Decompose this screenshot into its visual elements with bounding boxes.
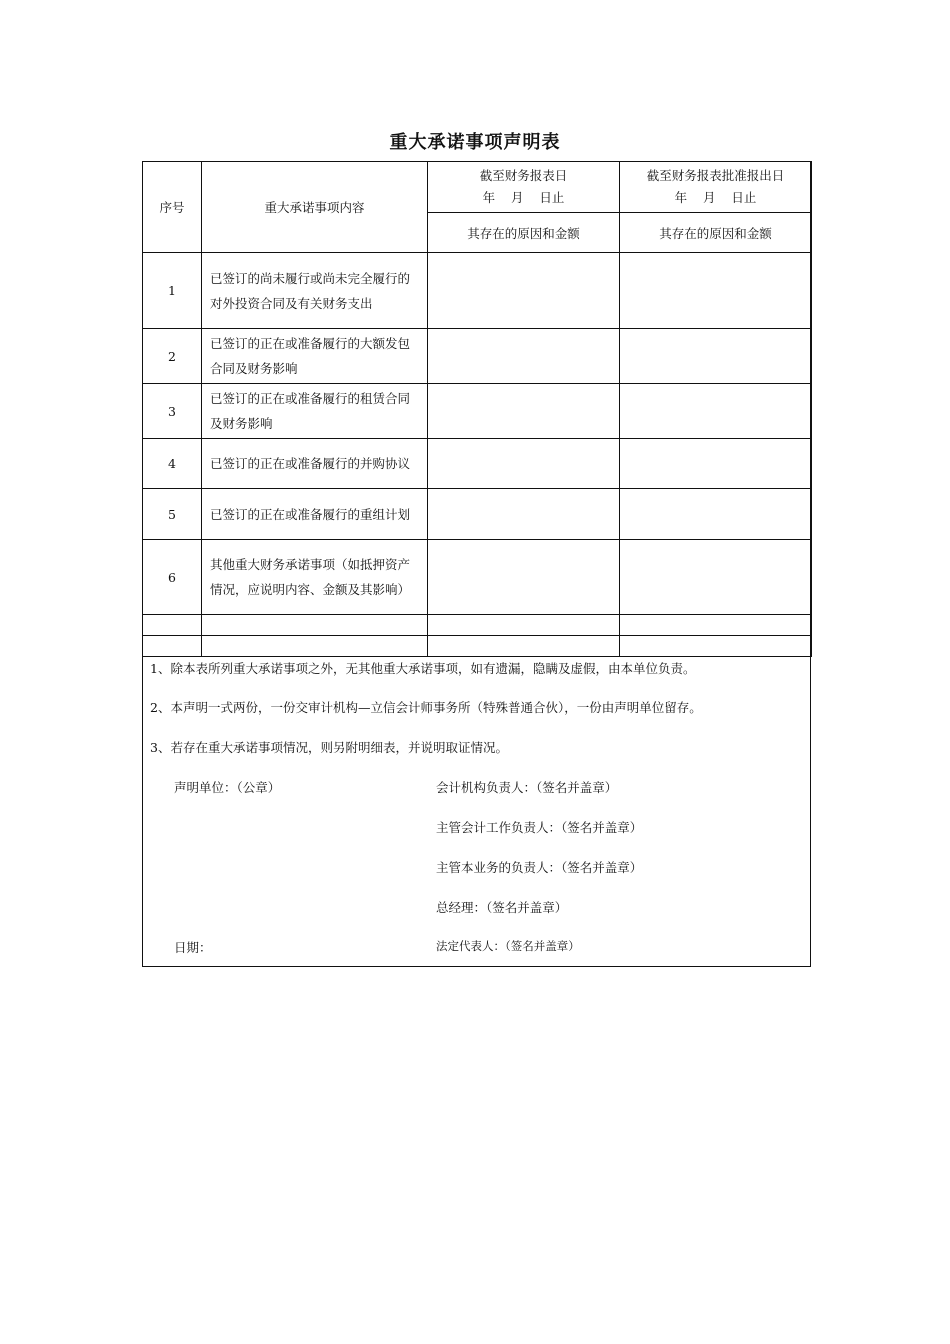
row-cell-period-1[interactable] <box>428 439 620 489</box>
note-3: 3、若存在重大承诺事项情况，则另附明细表，并说明取证情况。 <box>150 740 508 755</box>
blank-cell[interactable] <box>620 636 812 657</box>
table-row <box>143 384 812 439</box>
table-row-blank <box>143 636 812 657</box>
row-number: 4 <box>143 439 202 489</box>
blank-cell[interactable] <box>428 615 620 636</box>
row-cell-period-2[interactable] <box>620 489 812 540</box>
row-cell-period-2[interactable] <box>620 253 812 329</box>
row-number: 2 <box>143 329 202 384</box>
accounting-supervisor-signature: 主管会计工作负责人：（签名并盖章） <box>436 820 643 835</box>
row-cell-period-1[interactable] <box>428 489 620 540</box>
header-content: 重大承诺事项内容 <box>202 162 428 253</box>
header-reason-2: 其存在的原因和金额 <box>620 213 812 253</box>
general-manager-signature: 总经理：（签名并盖章） <box>436 900 568 915</box>
period-2-title: 截至财务报表批准报出日 <box>646 168 785 183</box>
row-cell-period-1[interactable] <box>428 540 620 615</box>
header-period-2 <box>620 162 812 213</box>
row-cell-period-2[interactable] <box>620 439 812 489</box>
row-item-text: 已签订的正在或准备履行的租赁合同及财务影响 <box>202 384 428 439</box>
row-item-text: 已签订的正在或准备履行的并购协议 <box>202 439 428 489</box>
accounting-head-signature: 会计机构负责人：（签名并盖章） <box>436 780 618 795</box>
period-1-date: 年 月 日止 <box>482 190 565 205</box>
blank-cell[interactable] <box>202 615 428 636</box>
header-reason-1: 其存在的原因和金额 <box>428 213 620 253</box>
page-title: 重大承诺事项声明表 <box>389 132 561 153</box>
row-cell-period-1[interactable] <box>428 253 620 329</box>
table-row <box>143 329 812 384</box>
row-item-text: 已签订的尚未履行或尚未完全履行的对外投资合同及有关财务支出 <box>202 253 428 329</box>
date-label: 日期： <box>174 940 212 955</box>
row-number: 6 <box>143 540 202 615</box>
table-row-blank <box>143 615 812 636</box>
row-item-text: 其他重大财务承诺事项（如抵押资产情况，应说明内容、金额及其影响） <box>202 540 428 615</box>
blank-cell[interactable] <box>202 636 428 657</box>
period-1-title: 截至财务报表日 <box>479 168 568 183</box>
row-item-text: 已签订的正在或准备履行的大额发包合同及财务影响 <box>202 329 428 384</box>
blank-cell[interactable] <box>620 615 812 636</box>
declaring-unit: 声明单位：（公章） <box>174 780 281 795</box>
table-row <box>143 253 812 329</box>
row-number: 3 <box>143 384 202 439</box>
row-cell-period-2[interactable] <box>620 384 812 439</box>
row-cell-period-1[interactable] <box>428 384 620 439</box>
table-row <box>143 489 812 540</box>
row-number: 1 <box>143 253 202 329</box>
row-cell-period-2[interactable] <box>620 329 812 384</box>
legal-rep-signature: 法定代表人：（签名并盖章） <box>436 939 580 953</box>
note-1: 1、除本表所列重大承诺事项之外，无其他重大承诺事项，如有遗漏，隐瞒及虚假，由本单位负责。 <box>150 661 696 676</box>
business-head-signature: 主管本业务的负责人：（签名并盖章） <box>436 860 643 875</box>
commitments-table <box>142 161 812 657</box>
row-item-text: 已签订的正在或准备履行的重组计划 <box>202 489 428 540</box>
blank-cell[interactable] <box>143 636 202 657</box>
note-2: 2、本声明一式两份，一份交审计机构—立信会计师事务所（特殊普通合伙），一份由声明单位留存。 <box>150 700 702 715</box>
row-cell-period-2[interactable] <box>620 540 812 615</box>
header-period-1 <box>428 162 620 213</box>
table-row <box>143 540 812 615</box>
row-number: 5 <box>143 489 202 540</box>
blank-cell[interactable] <box>428 636 620 657</box>
row-cell-period-1[interactable] <box>428 329 620 384</box>
header-seq: 序号 <box>143 162 202 253</box>
table-row <box>143 439 812 489</box>
blank-cell[interactable] <box>143 615 202 636</box>
period-2-date: 年 月 日止 <box>674 190 757 205</box>
